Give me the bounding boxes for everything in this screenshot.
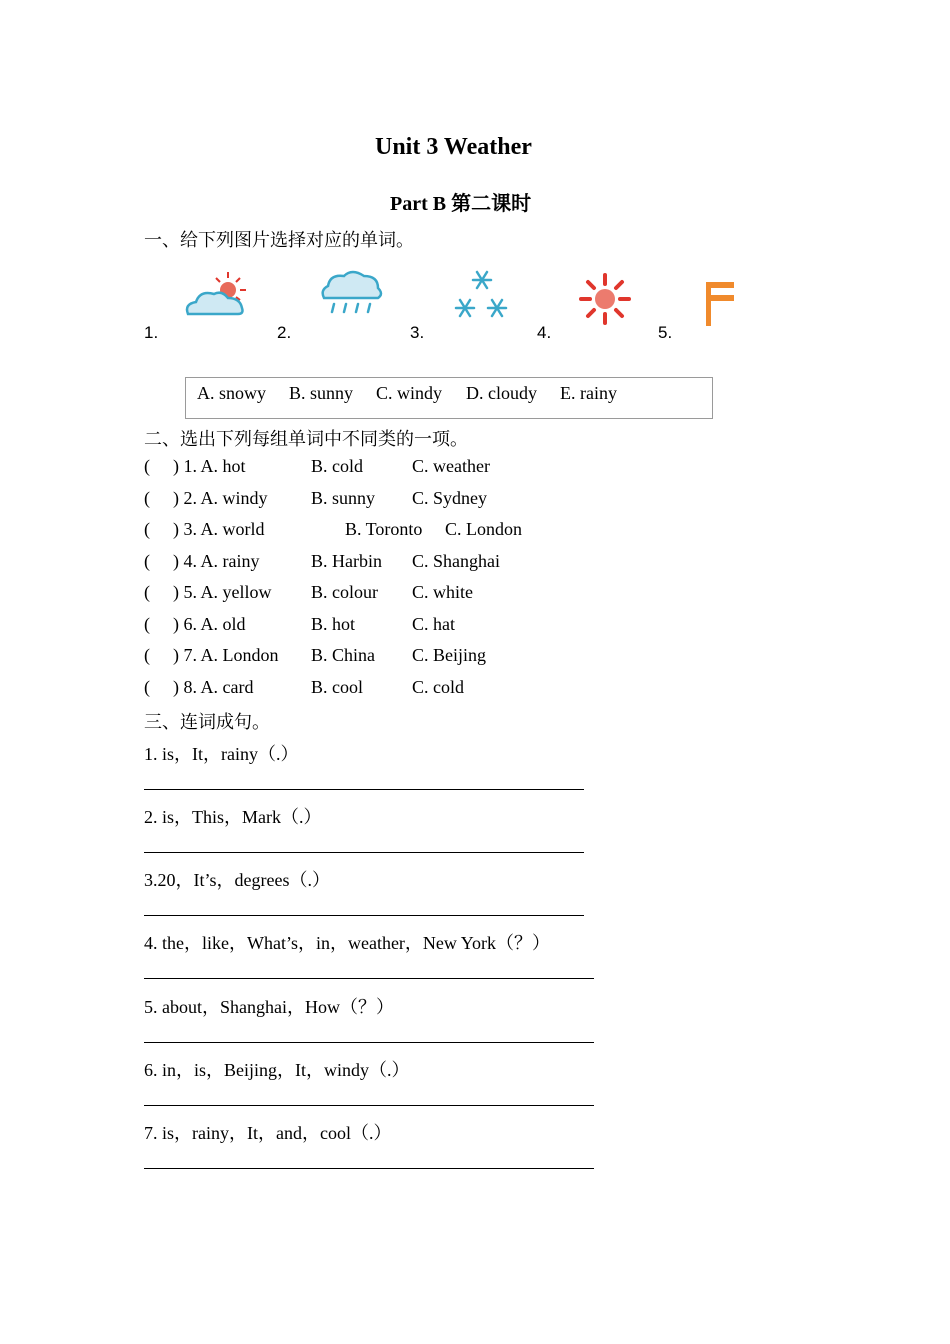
section3-heading: 三、连词成句。 (144, 712, 270, 732)
partly-cloudy-sun-icon (182, 268, 254, 318)
sentence-prompt: 5. about，Shanghai，How（？） (144, 997, 394, 1017)
section2-heading: 二、选出下列每组单词中不同类的一项。 (144, 429, 468, 449)
picture-number: 1. (144, 323, 159, 342)
question-bracket: ( (144, 582, 150, 602)
page-subtitle: Part B 第二课时 (390, 193, 532, 215)
snowflakes-icon (450, 266, 514, 324)
question-option-a: ) 2. A. windy (173, 488, 268, 508)
question-option-c: C. white (412, 582, 473, 602)
question-option-c: C. Beijing (412, 645, 487, 665)
sentence-prompt: 6. in，is，Beijing，It，windy（.） (144, 1060, 410, 1080)
word-choice: D. cloudy (466, 383, 537, 403)
question-option-c: C. London (445, 519, 523, 539)
sentence-prompt: 4. the，like，What’s，in，weather，New York（？） (144, 933, 550, 953)
rain-cloud-icon (318, 268, 384, 318)
picture-number: 2. (277, 323, 292, 342)
question-bracket: ( (144, 488, 150, 508)
picture-number: 4. (537, 323, 552, 342)
question-option-b: B. Toronto (345, 519, 423, 539)
question-option-b: B. China (311, 645, 376, 665)
answer-line[interactable] (144, 852, 584, 853)
question-option-b: B. cool (311, 677, 363, 697)
question-option-b: B. hot (311, 614, 356, 634)
question-option-c: C. hat (412, 614, 455, 634)
sentence-prompt: 2. is，This，Mark（.） (144, 807, 322, 827)
question-option-c: C. weather (412, 456, 490, 476)
answer-line[interactable] (144, 789, 584, 790)
question-option-a: ) 3. A. world (173, 519, 265, 539)
sentence-prompt: 3.20，It’s，degrees（.） (144, 870, 330, 890)
page-title: Unit 3 Weather (375, 134, 532, 160)
question-option-b: B. sunny (311, 488, 376, 508)
question-bracket: ( (144, 677, 150, 697)
sentence-prompt: 7. is，rainy，It，and，cool（.） (144, 1123, 392, 1143)
answer-line[interactable] (144, 1168, 594, 1169)
question-option-a: ) 7. A. London (173, 645, 279, 665)
word-choice: C. windy (376, 383, 443, 403)
question-bracket: ( (144, 456, 150, 476)
question-option-a: ) 8. A. card (173, 677, 254, 697)
question-option-a: ) 6. A. old (173, 614, 246, 634)
picture-number: 5. (658, 323, 673, 342)
question-option-c: C. cold (412, 677, 464, 697)
question-option-b: B. cold (311, 456, 363, 476)
word-choice: E. rainy (560, 383, 617, 403)
word-choice: B. sunny (289, 383, 354, 403)
question-option-c: C. Sydney (412, 488, 488, 508)
question-option-b: B. Harbin (311, 551, 382, 571)
answer-line[interactable] (144, 1105, 594, 1106)
answer-line[interactable] (144, 1042, 594, 1043)
question-option-a: ) 1. A. hot (173, 456, 246, 476)
question-bracket: ( (144, 614, 150, 634)
answer-line[interactable] (144, 915, 584, 916)
word-choice: A. snowy (197, 383, 267, 403)
question-bracket: ( (144, 645, 150, 665)
wind-flag-icon (704, 282, 736, 326)
question-option-a: ) 5. A. yellow (173, 582, 272, 602)
question-bracket: ( (144, 551, 150, 571)
question-bracket: ( (144, 519, 150, 539)
answer-line[interactable] (144, 978, 594, 979)
picture-number: 3. (410, 323, 425, 342)
question-option-c: C. Shanghai (412, 551, 500, 571)
section1-heading: 一、给下列图片选择对应的单词。 (144, 230, 414, 250)
question-option-b: B. colour (311, 582, 378, 602)
question-option-a: ) 4. A. rainy (173, 551, 260, 571)
sentence-prompt: 1. is，It，rainy（.） (144, 744, 299, 764)
sun-icon (578, 272, 632, 326)
